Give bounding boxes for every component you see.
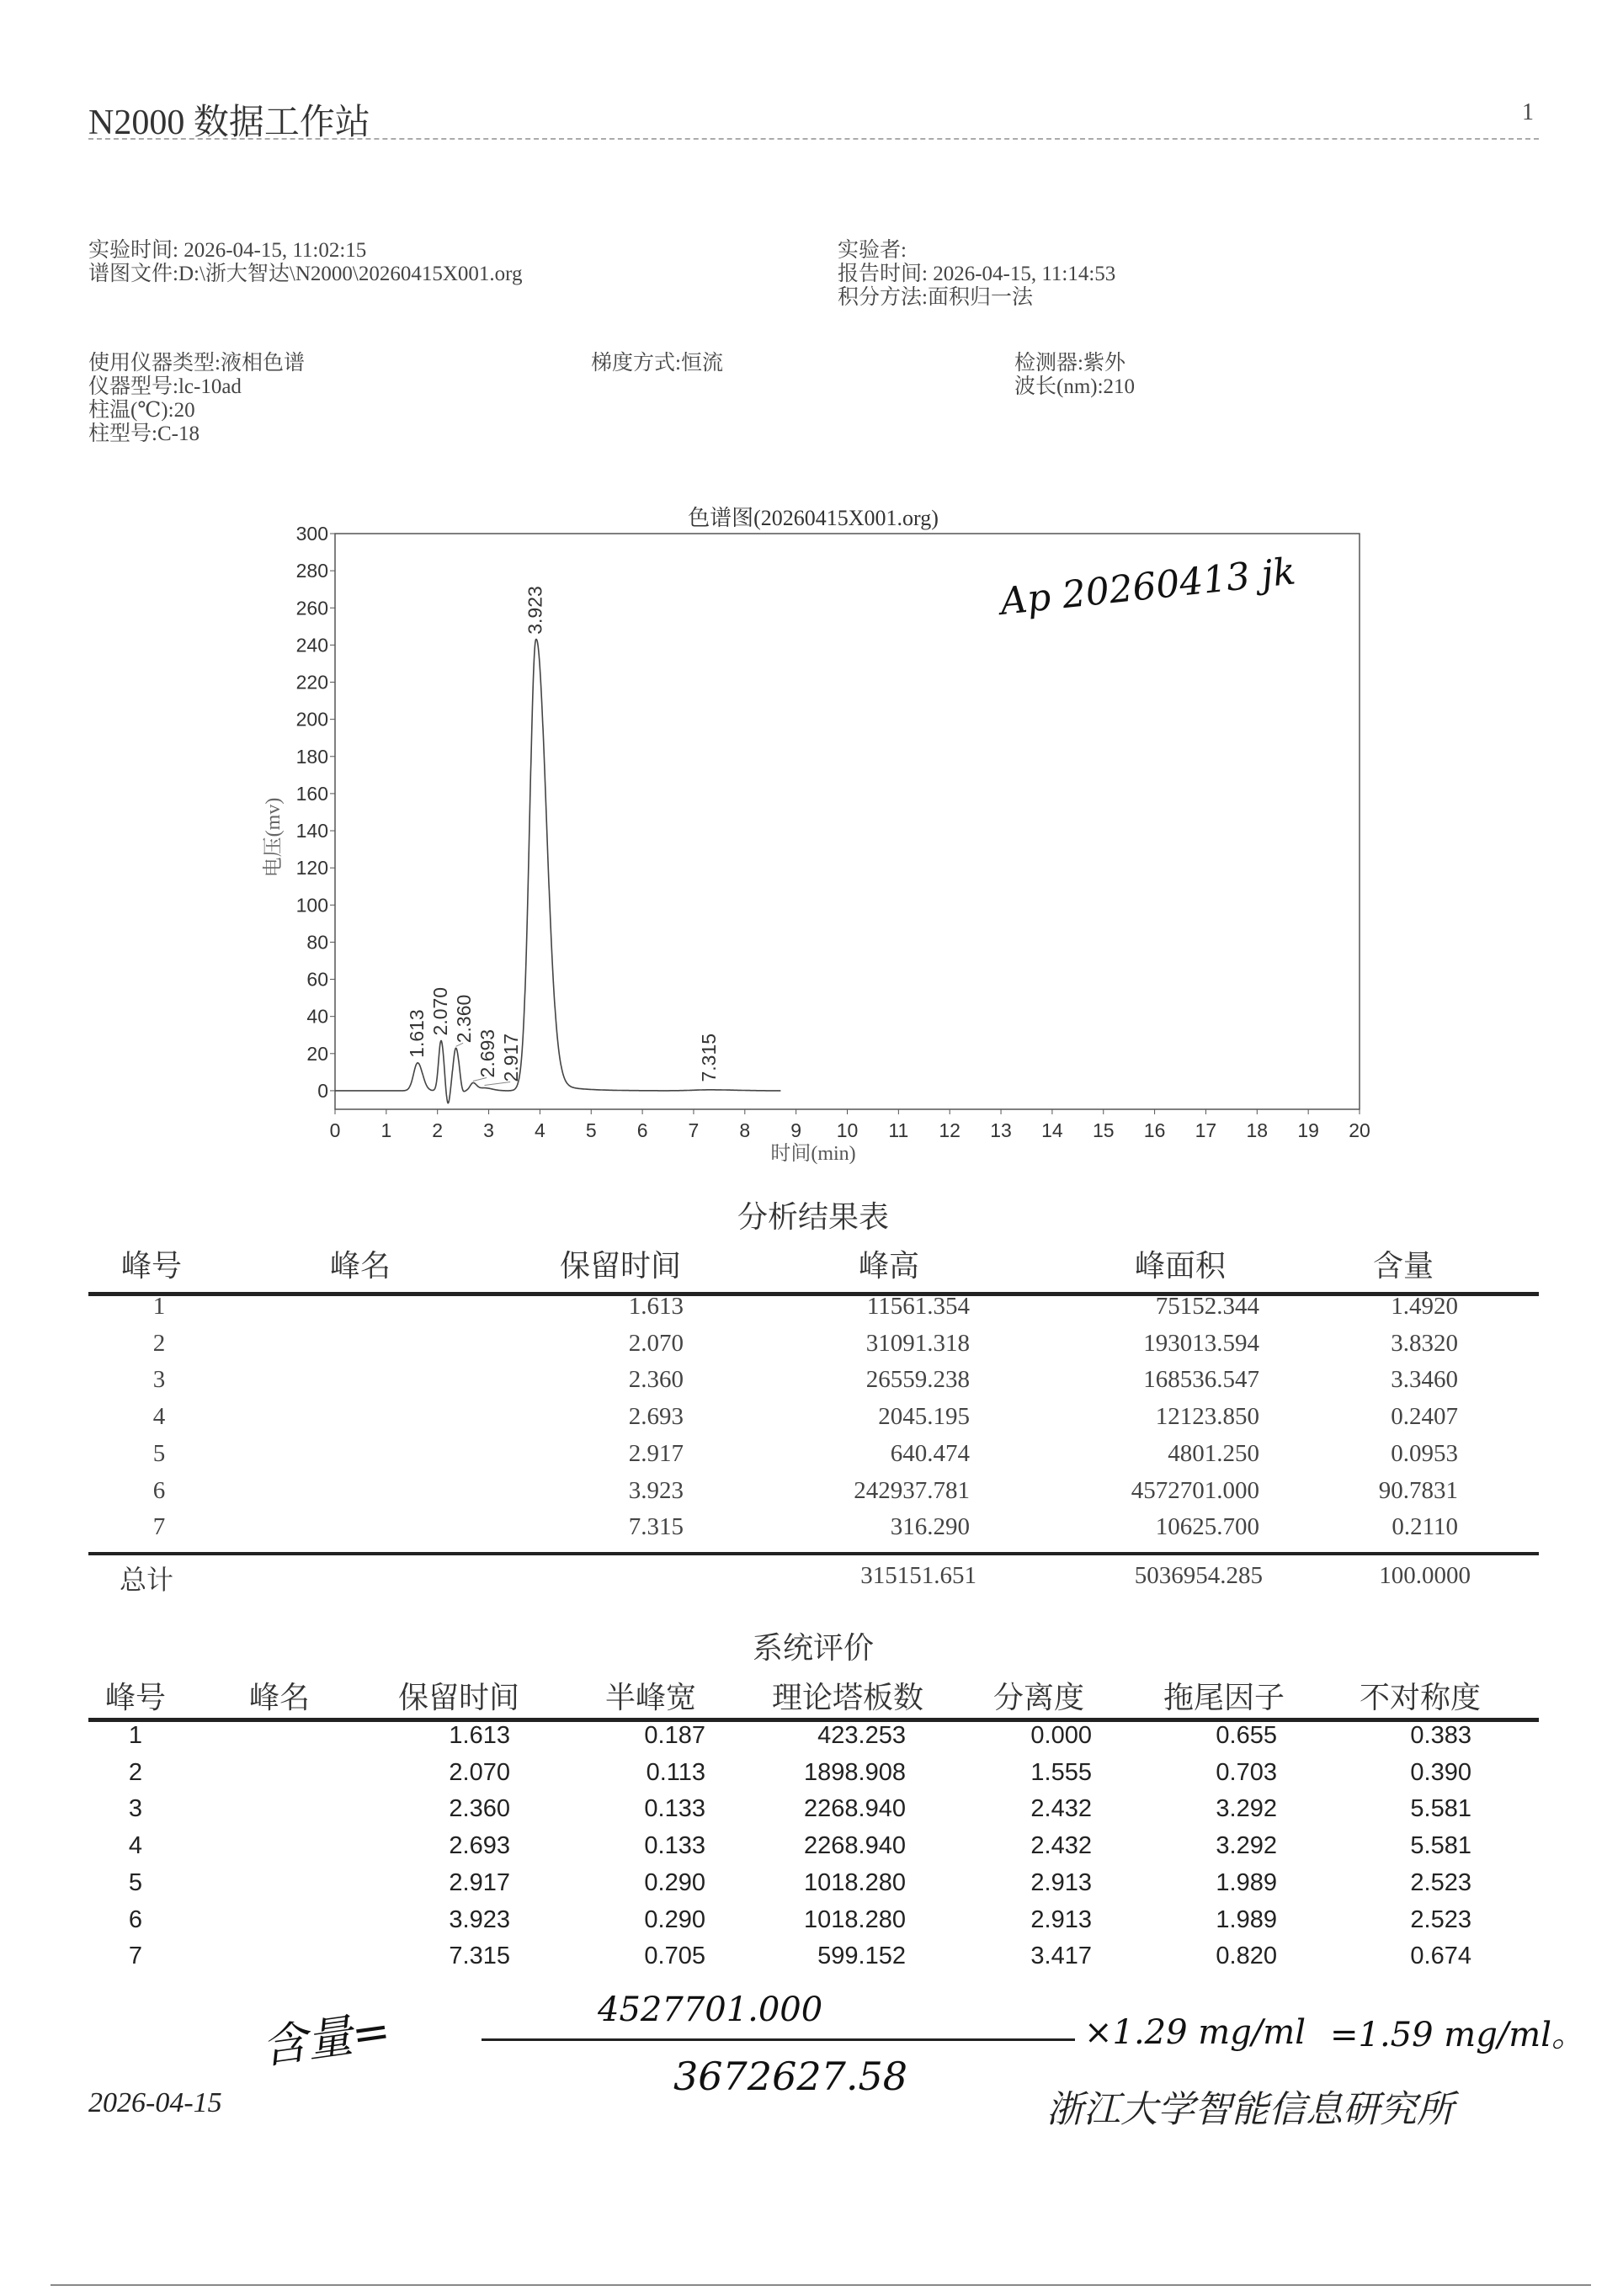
x-tick-label: 2 <box>432 1119 444 1141</box>
table-cell: 2.432 <box>1030 1832 1092 1860</box>
column-header: 峰名 <box>248 1681 311 1714</box>
peak-number: 7 <box>152 1513 166 1541</box>
experimenter: 实验者: <box>838 239 907 262</box>
table-cell: 0.000 <box>1030 1722 1092 1749</box>
table-cell: 2.913 <box>1030 1905 1092 1933</box>
table-cell: 0.290 <box>644 1868 705 1896</box>
fraction-line <box>482 2038 1075 2041</box>
x-tick-label: 3 <box>483 1119 494 1141</box>
table-cell: 640.474 <box>890 1439 970 1467</box>
table-cell: 2.523 <box>1410 1905 1471 1933</box>
table-cell: 0.390 <box>1410 1758 1471 1786</box>
results-title: 分析结果表 <box>737 1200 890 1234</box>
peak-number: 7 <box>128 1943 143 1970</box>
y-tick-label: 140 <box>295 820 328 842</box>
y-axis <box>296 523 335 1102</box>
table-cell: 1.989 <box>1216 1868 1277 1896</box>
table-cell: 2.523 <box>1410 1868 1471 1896</box>
peak-label: 1.613 <box>406 1009 428 1058</box>
table-cell: 242937.781 <box>854 1476 970 1504</box>
total-rule <box>88 1552 1539 1555</box>
table-cell: 0.705 <box>644 1943 705 1970</box>
peak-number: 5 <box>128 1868 143 1896</box>
peak-label: 3.923 <box>524 586 546 635</box>
table-cell: 3.292 <box>1216 1795 1277 1823</box>
plot-frame <box>335 534 1360 1109</box>
table-cell: 0.290 <box>644 1905 705 1933</box>
system-title: 系统评价 <box>752 1631 875 1665</box>
table-cell: 3.417 <box>1030 1943 1092 1970</box>
table-cell: 0.703 <box>1216 1758 1277 1786</box>
peak-labels <box>406 586 720 1085</box>
report-time: 报告时间: 2026-04-15, 11:14:53 <box>838 263 1116 285</box>
table-cell: 1.4920 <box>1391 1293 1458 1320</box>
instrument-type: 使用仪器类型:液相色谱 <box>88 352 305 375</box>
table-cell: 2.693 <box>628 1403 684 1431</box>
spectrum-file: 谱图文件:D:\浙大智达\N2000\20260415X001.org <box>88 263 523 285</box>
x-tick-label: 0 <box>329 1119 341 1141</box>
table-cell: 90.7831 <box>1378 1476 1458 1504</box>
table-cell: 2.070 <box>449 1758 510 1786</box>
y-tick-label: 300 <box>295 523 328 545</box>
table-cell: 1898.908 <box>804 1758 906 1786</box>
handwritten-denominator: 3672627.58 <box>673 2054 908 2099</box>
table-cell: 2.360 <box>628 1366 684 1394</box>
column-header: 峰号 <box>120 1249 183 1283</box>
handwritten-label: 含量= <box>258 2003 394 2075</box>
table-cell: 2.917 <box>449 1868 510 1896</box>
table-cell: 5.581 <box>1410 1832 1471 1860</box>
table-cell: 599.152 <box>817 1943 906 1970</box>
column-header: 含量 <box>1372 1249 1434 1283</box>
table-cell: 5.581 <box>1410 1795 1471 1823</box>
x-axis <box>330 1109 1370 1141</box>
table-cell: 1.613 <box>628 1293 684 1320</box>
header-divider <box>88 138 1539 140</box>
x-tick-label: 19 <box>1297 1119 1319 1141</box>
peak-number: 1 <box>128 1722 143 1749</box>
info-right-block <box>838 239 1115 310</box>
chart-title: 色谱图(20260415X001.org) <box>688 506 939 530</box>
peak-number: 4 <box>128 1832 143 1860</box>
x-tick-label: 9 <box>790 1119 802 1141</box>
peak-label: 2.360 <box>453 994 476 1044</box>
header-rule <box>88 1718 1539 1722</box>
handwritten-numerator: 4527701.000 <box>598 1990 823 2029</box>
table-cell: 1.555 <box>1030 1758 1092 1786</box>
institute-name: 浙江大学智能信息研究所 <box>1046 2089 1454 2130</box>
table-cell: 31091.318 <box>865 1329 970 1357</box>
column-header: 半峰宽 <box>604 1681 697 1714</box>
table-cell: 193013.594 <box>1143 1329 1259 1357</box>
table-cell: 0.2407 <box>1391 1403 1458 1431</box>
table-cell: 26559.238 <box>865 1366 970 1394</box>
y-tick-label: 220 <box>295 671 328 694</box>
x-tick-label: 1 <box>380 1119 392 1141</box>
table-cell: 2.432 <box>1030 1795 1092 1823</box>
table-cell: 2.360 <box>449 1795 510 1823</box>
y-tick-label: 160 <box>295 782 328 805</box>
x-tick-label: 5 <box>585 1119 597 1141</box>
total-content: 100.0000 <box>1379 1562 1471 1589</box>
table-cell: 0.113 <box>646 1758 705 1786</box>
table-cell: 2268.940 <box>804 1795 906 1823</box>
table-cell: 10625.700 <box>1155 1513 1259 1541</box>
y-tick-label: 260 <box>295 597 328 619</box>
table-cell: 3.292 <box>1216 1832 1277 1860</box>
column-header: 不对称度 <box>1359 1681 1482 1714</box>
x-tick-label: 18 <box>1246 1119 1269 1141</box>
detector: 检测器:紫外 <box>1014 352 1125 375</box>
peak-number: 6 <box>152 1476 166 1504</box>
column-header: 分离度 <box>992 1681 1085 1714</box>
peak-label: 7.315 <box>698 1033 721 1082</box>
table-cell: 0.674 <box>1410 1943 1471 1970</box>
table-cell: 2.913 <box>1030 1868 1092 1896</box>
column-header: 保留时间 <box>559 1249 682 1283</box>
x-tick-label: 17 <box>1195 1119 1217 1141</box>
table-cell: 2.693 <box>449 1832 510 1860</box>
peak-label: 2.693 <box>476 1028 499 1078</box>
column-header: 保留时间 <box>397 1681 520 1714</box>
table-cell: 2268.940 <box>804 1832 906 1860</box>
handwritten-annotation: Ap 20260413 jk <box>998 550 1298 624</box>
table-cell: 11561.354 <box>866 1293 970 1320</box>
table-cell: 0.2110 <box>1392 1513 1458 1541</box>
x-tick-label: 10 <box>836 1119 859 1141</box>
handwritten-multiplier: ×1.29 mg/ml <box>1084 2013 1306 2052</box>
y-tick-label: 80 <box>306 931 328 954</box>
y-tick-label: 20 <box>306 1042 328 1065</box>
table-cell: 1018.280 <box>804 1905 906 1933</box>
column-temp: 柱温(℃):20 <box>88 399 195 422</box>
x-tick-label: 20 <box>1349 1119 1370 1141</box>
column-header: 峰高 <box>858 1249 920 1283</box>
y-tick-label: 180 <box>295 745 328 768</box>
y-tick-label: 240 <box>295 634 328 656</box>
y-tick-label: 0 <box>317 1079 328 1102</box>
x-tick-label: 14 <box>1041 1119 1063 1141</box>
y-tick-label: 200 <box>295 708 328 731</box>
column-header: 拖尾因子 <box>1163 1681 1285 1714</box>
detector-block <box>1014 352 1135 399</box>
peak-number: 2 <box>152 1329 166 1357</box>
table-cell: 12123.850 <box>1155 1403 1259 1431</box>
table-cell: 3.8320 <box>1391 1329 1458 1357</box>
table-cell: 1.989 <box>1216 1905 1277 1933</box>
peak-number: 3 <box>152 1366 166 1394</box>
total-height: 315151.651 <box>860 1562 976 1589</box>
peak-number: 1 <box>152 1293 166 1320</box>
table-cell: 168536.547 <box>1143 1366 1259 1394</box>
instrument-block <box>88 352 305 446</box>
page-border <box>51 2284 1591 2286</box>
table-cell: 2045.195 <box>878 1403 970 1431</box>
table-cell: 0.0953 <box>1391 1439 1458 1467</box>
table-cell: 0.133 <box>644 1832 705 1860</box>
total-label: 总计 <box>120 1565 174 1595</box>
x-tick-label: 16 <box>1143 1119 1166 1141</box>
footer-date: 2026-04-15 <box>88 2087 222 2118</box>
page-number: 1 <box>1522 99 1534 125</box>
table-cell: 0.383 <box>1410 1722 1471 1749</box>
table-cell: 0.133 <box>644 1795 705 1823</box>
table-cell: 316.290 <box>890 1513 970 1541</box>
column-header: 峰名 <box>329 1249 391 1283</box>
peak-label: 2.070 <box>429 986 452 1036</box>
header-rule <box>88 1292 1539 1296</box>
chromatogram-chart <box>253 488 1431 1178</box>
x-tick-label: 11 <box>888 1119 909 1141</box>
peak-number: 6 <box>128 1905 143 1933</box>
handwritten-result: =1.59 mg/ml。 <box>1330 2016 1586 2054</box>
integration-method: 积分方法:面积归一法 <box>838 286 1033 309</box>
peak-number: 3 <box>128 1795 143 1823</box>
table-cell: 7.315 <box>628 1513 684 1541</box>
gradient: 梯度方式:恒流 <box>591 352 723 375</box>
app-title: N2000 数据工作站 <box>88 104 370 142</box>
peak-number: 4 <box>152 1403 166 1431</box>
wavelength: 波长(nm):210 <box>1014 375 1136 398</box>
total-area: 5036954.285 <box>1134 1562 1263 1589</box>
column-header: 理论塔板数 <box>771 1681 924 1714</box>
y-tick-label: 280 <box>295 560 328 582</box>
table-cell: 75152.344 <box>1155 1293 1259 1320</box>
x-axis-label: 时间(min) <box>770 1143 856 1165</box>
info-left-block <box>88 239 523 286</box>
y-tick-label: 100 <box>295 894 328 917</box>
column-header: 峰面积 <box>1134 1249 1227 1283</box>
table-cell: 1.613 <box>449 1722 510 1749</box>
table-cell: 4572701.000 <box>1131 1476 1259 1504</box>
table-cell: 7.315 <box>449 1943 510 1970</box>
peak-number: 5 <box>152 1439 166 1467</box>
peak-number: 2 <box>128 1758 143 1786</box>
x-tick-label: 8 <box>739 1119 751 1141</box>
y-tick-label: 40 <box>306 1005 328 1028</box>
table-cell: 4801.250 <box>1168 1439 1259 1467</box>
table-cell: 2.917 <box>628 1439 684 1467</box>
table-cell: 0.820 <box>1216 1943 1277 1970</box>
experiment-time: 实验时间: 2026-04-15, 11:02:15 <box>88 239 367 262</box>
x-tick-label: 12 <box>939 1119 960 1141</box>
table-cell: 2.070 <box>628 1329 684 1357</box>
y-tick-label: 120 <box>295 857 328 880</box>
table-cell: 3.923 <box>628 1476 684 1504</box>
x-tick-label: 6 <box>636 1119 648 1141</box>
peak-label: 2.917 <box>500 1033 523 1082</box>
table-cell: 3.3460 <box>1391 1366 1458 1394</box>
x-tick-label: 4 <box>535 1119 545 1141</box>
x-tick-label: 13 <box>990 1119 1012 1141</box>
table-cell: 3.923 <box>449 1905 510 1933</box>
column-header: 峰号 <box>104 1681 167 1714</box>
instrument-model: 仪器型号:lc-10ad <box>88 375 242 398</box>
table-cell: 423.253 <box>817 1722 906 1749</box>
table-cell: 0.655 <box>1216 1722 1277 1749</box>
table-cell: 0.187 <box>644 1722 705 1749</box>
table-cell: 1018.280 <box>804 1868 906 1896</box>
x-tick-label: 15 <box>1092 1119 1115 1141</box>
column-model: 柱型号:C-18 <box>88 423 200 445</box>
y-axis-label: 电压(mv) <box>263 797 285 878</box>
y-tick-label: 60 <box>306 968 328 991</box>
x-tick-label: 7 <box>688 1119 700 1141</box>
